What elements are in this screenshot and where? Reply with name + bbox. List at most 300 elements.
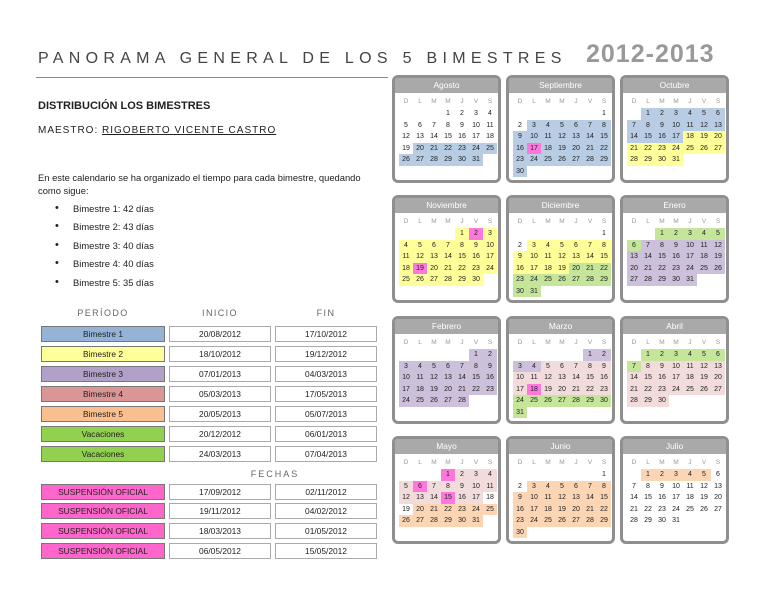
day-cell: 26	[399, 154, 413, 166]
day-cell: 16	[483, 372, 497, 384]
intro-text: En este calendario se ha organizado el tiempo para cada bimestre, quedando como sigue:	[38, 172, 361, 196]
day-cell: 23	[513, 515, 527, 527]
day-cell: 30	[455, 515, 469, 527]
day-cell: 30	[455, 154, 469, 166]
month-calendar	[620, 436, 729, 544]
weekday-header: L	[418, 339, 422, 346]
day-cell: 7	[627, 361, 641, 373]
day-cell: 11	[486, 121, 494, 129]
day-cell: 12	[697, 120, 711, 132]
day-cell: 10	[472, 121, 480, 129]
day-cell: 22	[641, 143, 655, 155]
day-cell: 22	[655, 263, 669, 275]
day-cell: 22	[597, 263, 611, 275]
day-cell: 5	[697, 469, 711, 481]
day-cell: 9	[655, 361, 669, 373]
weekday-header: J	[688, 459, 692, 466]
day-cell: 5	[404, 121, 408, 129]
day-cell: 2	[597, 349, 611, 361]
day-cell: 5	[413, 240, 427, 252]
day-cell: 12	[541, 372, 555, 384]
weekday-header: J	[574, 459, 578, 466]
weekday-header: L	[646, 339, 650, 346]
day-cell: 14	[569, 372, 583, 384]
day-cell: 18	[541, 143, 555, 155]
day-cell: 7	[583, 240, 597, 252]
section-title: DISTRIBUCIÓN LOS BIMESTRES	[38, 100, 211, 112]
day-cell: 22	[583, 384, 597, 396]
day-cell: 9	[469, 240, 483, 252]
day-cell: 19	[711, 251, 725, 263]
day-cell: 13	[627, 251, 641, 263]
day-cell: 23	[513, 154, 527, 166]
day-cell: 3	[527, 240, 541, 252]
period-name: Bimestre 2	[41, 346, 165, 362]
weekday-header: V	[587, 459, 593, 466]
day-cell: 10	[527, 492, 541, 504]
day-cell: 26	[413, 274, 427, 286]
day-cell: 14	[455, 372, 469, 384]
day-cell: 2	[518, 121, 522, 129]
day-cell: 1	[455, 228, 469, 240]
day-cell: 29	[641, 154, 655, 166]
weekday-header: L	[646, 218, 650, 225]
day-cell: 8	[655, 240, 669, 252]
day-cell: 21	[427, 504, 441, 516]
day-cell: 3	[469, 469, 483, 481]
day-cell: 16	[597, 372, 611, 384]
day-cell: 20	[427, 263, 441, 275]
period-name: Bimestre 4	[41, 386, 165, 402]
day-cell: 29	[597, 274, 611, 286]
day-cell: 6	[569, 120, 583, 132]
weekday-header: J	[574, 218, 578, 225]
day-cell: 1	[602, 230, 606, 237]
page-title: PANORAMA GENERAL DE LOS 5 BIMESTRES	[38, 50, 567, 67]
weekday-header: J	[574, 98, 578, 105]
day-cell: 23	[455, 504, 469, 516]
weekday-header: D	[631, 459, 637, 466]
month-name: Febrero	[395, 319, 498, 334]
weekday-header: D	[631, 218, 637, 225]
day-cell: 18	[413, 384, 427, 396]
period-end-date: 02/11/2012	[275, 484, 377, 500]
weekday-header: D	[631, 339, 637, 346]
weekday-header: V	[701, 98, 707, 105]
weekday-header: M	[445, 459, 451, 466]
day-cell: 13	[413, 492, 427, 504]
bimestre-list-item: • Bimestre 1: 42 días	[55, 203, 154, 221]
day-cell: 13	[569, 492, 583, 504]
day-cell: 16	[469, 251, 483, 263]
col-header-periodo: PERÍODO	[77, 308, 129, 318]
day-cell: 28	[455, 395, 469, 407]
day-cell: 24	[527, 274, 541, 286]
day-cell: 19	[402, 144, 410, 152]
day-cell: 20	[711, 131, 725, 143]
month-name: Abril	[623, 319, 726, 334]
day-cell: 14	[427, 492, 441, 504]
day-cell: 31	[527, 286, 541, 298]
day-cell: 19	[697, 372, 711, 384]
day-cell: 18	[697, 251, 711, 263]
day-cell: 16	[655, 372, 669, 384]
day-cell: 2	[518, 241, 522, 249]
day-cell: 3	[527, 481, 541, 493]
weekday-header: S	[601, 218, 607, 225]
period-name: Vacaciones	[41, 446, 165, 462]
day-cell: 13	[555, 372, 569, 384]
day-cell: 2	[655, 469, 669, 481]
day-cell: 26	[541, 395, 555, 407]
bimestres-list	[55, 203, 154, 295]
day-cell: 4	[413, 361, 427, 373]
day-cell: 2	[669, 228, 683, 240]
period-start-date: 18/03/2013	[169, 523, 271, 539]
month-calendar	[506, 436, 615, 544]
month-calendar	[392, 75, 501, 183]
bimestre-list-item: • Bimestre 5: 35 días	[55, 277, 154, 295]
period-name: Bimestre 5	[41, 406, 165, 422]
day-cell: 23	[669, 263, 683, 275]
day-cell: 4	[683, 469, 697, 481]
day-cell: 8	[597, 240, 611, 252]
weekday-header: V	[473, 459, 479, 466]
weekday-header: D	[403, 339, 409, 346]
day-cell: 3	[399, 361, 413, 373]
period-name: SUSPENSIÓN OFICIAL	[41, 523, 165, 539]
period-end-date: 01/05/2012	[275, 523, 377, 539]
day-cell: 29	[583, 395, 597, 407]
weekday-header: L	[418, 98, 422, 105]
day-cell: 18	[683, 131, 697, 143]
weekday-header: L	[646, 98, 650, 105]
day-cell: 3	[669, 469, 683, 481]
day-cell: 8	[455, 240, 469, 252]
day-cell: 15	[597, 492, 611, 504]
day-cell: 3	[683, 228, 697, 240]
day-cell: 17	[472, 133, 480, 140]
day-cell: 13	[714, 482, 722, 490]
day-cell: 7	[632, 482, 636, 490]
day-cell: 3	[474, 110, 478, 117]
day-cell: 15	[641, 372, 655, 384]
day-cell: 5	[427, 361, 441, 373]
weekday-header: M	[559, 339, 565, 346]
weekday-header: L	[418, 218, 422, 225]
day-cell: 12	[427, 372, 441, 384]
day-cell: 27	[627, 274, 641, 286]
day-cell: 20	[711, 372, 725, 384]
day-cell: 14	[627, 372, 641, 384]
day-cell: 21	[569, 384, 583, 396]
day-cell: 9	[669, 240, 683, 252]
day-cell: 8	[469, 361, 483, 373]
day-cell: 7	[583, 481, 597, 493]
day-cell: 14	[441, 251, 455, 263]
day-cell: 22	[469, 384, 483, 396]
day-cell: 4	[697, 228, 711, 240]
day-cell: 4	[541, 240, 555, 252]
day-cell: 22	[441, 143, 455, 155]
day-cell: 10	[513, 372, 527, 384]
day-cell: 20	[413, 143, 427, 155]
period-end-date: 04/02/2012	[275, 503, 377, 519]
day-cell: 16	[513, 263, 527, 275]
day-cell: 15	[469, 372, 483, 384]
day-cell: 6	[627, 240, 641, 252]
month-calendar	[392, 436, 501, 544]
day-cell: 5	[555, 120, 569, 132]
month-calendar	[392, 316, 501, 424]
weekday-header: M	[445, 218, 451, 225]
day-cell: 30	[658, 517, 666, 524]
period-name: SUSPENSIÓN OFICIAL	[41, 543, 165, 559]
weekday-header: M	[445, 339, 451, 346]
day-cell: 11	[413, 372, 427, 384]
weekday-header: V	[587, 218, 593, 225]
day-cell: 19	[555, 263, 569, 275]
day-cell: 3	[527, 120, 541, 132]
day-cell: 5	[711, 228, 725, 240]
weekday-header: M	[659, 339, 665, 346]
day-cell: 3	[669, 108, 683, 120]
day-cell: 12	[697, 361, 711, 373]
day-cell: 23	[658, 505, 666, 513]
day-grid	[513, 458, 611, 538]
day-cell: 20	[627, 263, 641, 275]
day-cell: 21	[583, 263, 597, 275]
school-year: 2012-2013	[586, 40, 715, 68]
day-cell: 15	[444, 133, 452, 140]
day-cell: 13	[711, 120, 725, 132]
day-cell: 23	[655, 384, 669, 396]
day-cell: 20	[714, 494, 722, 501]
day-cell: 21	[630, 505, 638, 513]
day-cell: 23	[597, 384, 611, 396]
day-cell: 17	[399, 384, 413, 396]
day-cell: 17	[527, 143, 541, 155]
day-cell: 14	[627, 131, 641, 143]
day-cell: 27	[427, 274, 441, 286]
month-name: Marzo	[509, 319, 612, 334]
day-cell: 26	[427, 395, 441, 407]
day-cell: 4	[541, 481, 555, 493]
day-cell: 24	[399, 395, 413, 407]
day-cell: 24	[513, 395, 527, 407]
day-cell: 6	[569, 481, 583, 493]
weekday-header: M	[545, 339, 551, 346]
day-cell: 4	[683, 108, 697, 120]
day-grid	[513, 217, 611, 297]
weekday-header: S	[715, 98, 721, 105]
period-end-date: 04/03/2013	[275, 366, 377, 382]
day-cell: 24	[469, 143, 483, 155]
day-cell: 29	[597, 154, 611, 166]
day-cell: 5	[697, 349, 711, 361]
day-cell: 17	[469, 492, 483, 504]
day-cell: 24	[683, 263, 697, 275]
day-cell: 25	[541, 274, 555, 286]
day-cell: 11	[541, 251, 555, 263]
day-cell: 2	[460, 110, 464, 117]
day-cell: 7	[569, 361, 583, 373]
weekday-header: L	[532, 339, 536, 346]
day-cell: 23	[469, 263, 483, 275]
weekday-header: J	[460, 218, 464, 225]
day-cell: 22	[455, 263, 469, 275]
day-cell: 9	[460, 121, 464, 129]
header-divider	[36, 77, 388, 78]
day-cell: 27	[569, 515, 583, 527]
day-cell: 25	[527, 395, 541, 407]
weekday-header: S	[601, 98, 607, 105]
day-cell: 13	[569, 251, 583, 263]
month-calendar	[392, 195, 501, 303]
day-cell: 9	[513, 251, 527, 263]
day-grid	[399, 97, 497, 177]
day-cell: 18	[527, 384, 541, 396]
day-cell: 9	[455, 481, 469, 493]
day-cell: 12	[700, 482, 708, 490]
day-cell: 17	[669, 131, 683, 143]
weekday-header: V	[701, 459, 707, 466]
day-cell: 22	[597, 504, 611, 516]
weekday-header: S	[601, 459, 607, 466]
day-cell: 19	[555, 504, 569, 516]
day-cell: 21	[455, 384, 469, 396]
day-cell: 25	[541, 154, 555, 166]
day-cell: 28	[641, 274, 655, 286]
day-cell: 24	[669, 143, 683, 155]
day-cell: 25	[413, 395, 427, 407]
day-cell: 6	[427, 240, 441, 252]
month-calendar	[506, 75, 615, 183]
day-cell: 16	[513, 504, 527, 516]
day-cell: 1	[441, 469, 455, 481]
day-cell: 1	[641, 469, 655, 481]
period-start-date: 06/05/2012	[169, 543, 271, 559]
day-cell: 28	[627, 395, 641, 407]
period-end-date: 05/07/2013	[275, 406, 377, 422]
day-cell: 26	[399, 515, 413, 527]
weekday-header: M	[545, 98, 551, 105]
day-cell: 12	[555, 492, 569, 504]
day-cell: 27	[569, 274, 583, 286]
day-cell: 6	[711, 108, 725, 120]
weekday-header: M	[659, 459, 665, 466]
day-cell: 25	[697, 263, 711, 275]
day-cell: 23	[483, 384, 497, 396]
day-cell: 12	[402, 133, 410, 140]
day-cell: 6	[555, 361, 569, 373]
weekday-header: J	[460, 339, 464, 346]
day-cell: 22	[641, 384, 655, 396]
day-cell: 4	[488, 110, 492, 117]
period-name: Vacaciones	[41, 426, 165, 442]
day-cell: 11	[686, 482, 694, 490]
day-cell: 10	[469, 481, 483, 493]
day-cell: 14	[583, 492, 597, 504]
day-cell: 2	[483, 349, 497, 361]
day-cell: 2	[469, 228, 483, 240]
day-cell: 6	[711, 349, 725, 361]
day-cell: 8	[597, 120, 611, 132]
day-cell: 10	[527, 131, 541, 143]
day-cell: 16	[669, 251, 683, 263]
day-cell: 3	[513, 361, 527, 373]
weekday-header: J	[688, 98, 692, 105]
day-cell: 21	[583, 143, 597, 155]
day-grid	[627, 458, 725, 538]
weekday-header: S	[487, 218, 493, 225]
day-cell: 28	[627, 154, 641, 166]
period-start-date: 24/03/2013	[169, 446, 271, 462]
period-end-date: 06/01/2013	[275, 426, 377, 442]
day-cell: 5	[399, 481, 413, 493]
weekday-header: V	[587, 339, 593, 346]
day-cell: 9	[513, 492, 527, 504]
day-cell: 8	[641, 361, 655, 373]
day-cell: 22	[441, 504, 455, 516]
day-cell: 30	[513, 527, 527, 539]
day-cell: 28	[569, 395, 583, 407]
day-cell: 24	[527, 154, 541, 166]
day-cell: 28	[441, 274, 455, 286]
day-cell: 12	[413, 251, 427, 263]
day-cell: 9	[655, 120, 669, 132]
period-end-date: 17/05/2013	[275, 386, 377, 402]
day-cell: 21	[641, 263, 655, 275]
day-cell: 18	[486, 133, 494, 140]
day-cell: 11	[683, 361, 697, 373]
day-cell: 1	[655, 228, 669, 240]
period-end-date: 15/05/2012	[275, 543, 377, 559]
day-cell: 29	[597, 515, 611, 527]
day-cell: 25	[399, 274, 413, 286]
day-cell: 19	[555, 143, 569, 155]
day-cell: 31	[683, 274, 697, 286]
day-cell: 29	[455, 274, 469, 286]
day-cell: 11	[541, 131, 555, 143]
period-start-date: 20/12/2012	[169, 426, 271, 442]
weekday-header: V	[473, 98, 479, 105]
day-cell: 8	[646, 482, 650, 490]
month-calendar	[620, 195, 729, 303]
day-cell: 24	[672, 505, 680, 513]
day-cell: 20	[569, 263, 583, 275]
day-cell: 26	[711, 263, 725, 275]
day-cell: 17	[672, 494, 680, 501]
day-cell: 28	[583, 515, 597, 527]
day-cell: 23	[455, 143, 469, 155]
day-cell: 1	[641, 349, 655, 361]
teacher-label: MAESTRO:	[38, 125, 103, 136]
weekday-header: M	[559, 459, 565, 466]
weekday-header: J	[460, 98, 464, 105]
day-cell: 14	[630, 494, 638, 501]
weekday-header: M	[431, 98, 437, 105]
day-cell: 18	[541, 504, 555, 516]
day-cell: 8	[597, 481, 611, 493]
period-name: SUSPENSIÓN OFICIAL	[41, 503, 165, 519]
day-cell: 26	[697, 143, 711, 155]
day-cell: 28	[583, 154, 597, 166]
day-cell: 21	[427, 143, 441, 155]
weekday-header: M	[659, 218, 665, 225]
day-cell: 17	[683, 251, 697, 263]
day-cell: 8	[641, 120, 655, 132]
